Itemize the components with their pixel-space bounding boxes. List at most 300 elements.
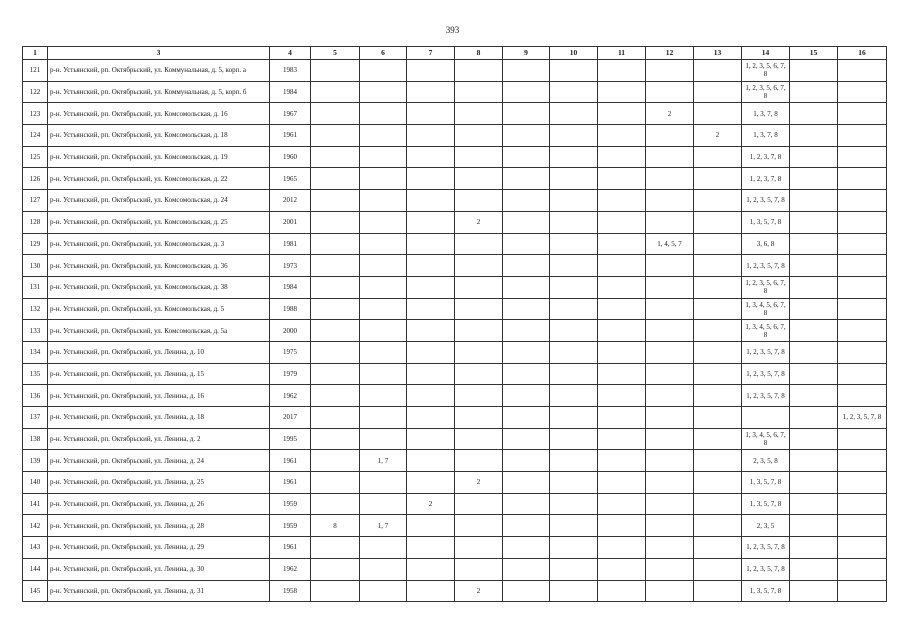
column-5-cell (311, 168, 360, 190)
year-cell: 1961 (270, 537, 311, 559)
column-13-cell (694, 515, 742, 537)
column-7-cell (407, 146, 455, 168)
column-6-cell (360, 385, 407, 407)
column-15-cell (790, 255, 838, 277)
column-13-cell (694, 168, 742, 190)
table-row (23, 233, 887, 255)
column-7-cell (407, 537, 455, 559)
table-row (23, 190, 887, 212)
column-9-cell (503, 255, 550, 277)
column-13-cell (694, 537, 742, 559)
column-12-cell (646, 428, 694, 450)
column-6-cell (360, 472, 407, 494)
column-12-cell (646, 450, 694, 472)
row-number-cell: 129 (23, 233, 48, 255)
column-13-cell (694, 320, 742, 342)
column-11-cell (598, 276, 646, 298)
column-8-cell (455, 81, 503, 103)
table-row (23, 472, 887, 494)
column-14-cell: 1, 2, 3, 5, 6, 7, 8 (742, 60, 790, 82)
column-11-cell (598, 580, 646, 602)
column-9-cell (503, 363, 550, 385)
column-13-cell (694, 472, 742, 494)
column-13-cell (694, 580, 742, 602)
column-10-cell (550, 125, 598, 147)
column-5-cell (311, 385, 360, 407)
row-number-cell: 130 (23, 255, 48, 277)
column-8-cell: 2 (455, 211, 503, 233)
column-7-cell (407, 60, 455, 82)
column-14-cell: 1, 2, 3, 5, 6, 7, 8 (742, 276, 790, 298)
address-cell: р-н. Устьянский, рп. Октябрьский, ул. Ленина, д. 31 (48, 580, 270, 602)
column-10-cell (550, 320, 598, 342)
column-5-cell (311, 81, 360, 103)
column-13-cell (694, 233, 742, 255)
table-row (23, 537, 887, 559)
address-cell: р-н. Устьянский, рп. Октябрьский, ул. Комсомольская, д. 22 (48, 168, 270, 190)
address-cell: р-н. Устьянский, рп. Октябрьский, ул. Комсомольская, д. 38 (48, 276, 270, 298)
row-number-cell: 134 (23, 341, 48, 363)
column-9-cell (503, 298, 550, 320)
column-12-cell: 1, 4, 5, 7 (646, 233, 694, 255)
column-5-cell (311, 472, 360, 494)
column-14-cell: 1, 2, 3, 5, 6, 7, 8 (742, 81, 790, 103)
column-9-cell (503, 450, 550, 472)
column-7-cell (407, 450, 455, 472)
column-8-cell (455, 298, 503, 320)
column-9-cell (503, 60, 550, 82)
column-5-cell (311, 146, 360, 168)
year-cell: 1960 (270, 146, 311, 168)
column-7-cell (407, 341, 455, 363)
column-5-cell (311, 407, 360, 429)
year-cell: 1961 (270, 450, 311, 472)
table-row (23, 363, 887, 385)
table-row (23, 428, 887, 450)
column-16-cell: 1, 2, 3, 5, 7, 8 (838, 407, 887, 429)
column-15-cell (790, 60, 838, 82)
column-11-cell (598, 190, 646, 212)
address-cell: р-н. Устьянский, рп. Октябрьский, ул. Ленина, д. 24 (48, 450, 270, 472)
column-8-cell: 2 (455, 472, 503, 494)
column-13-cell (694, 255, 742, 277)
year-cell: 1962 (270, 385, 311, 407)
column-6-cell: 1, 7 (360, 450, 407, 472)
column-header-6: 6 (360, 47, 407, 60)
column-12-cell (646, 515, 694, 537)
column-7-cell (407, 580, 455, 602)
column-16-cell (838, 385, 887, 407)
column-5-cell: 8 (311, 515, 360, 537)
column-8-cell (455, 320, 503, 342)
column-13-cell (694, 146, 742, 168)
column-8-cell (455, 125, 503, 147)
column-16-cell (838, 60, 887, 82)
address-cell: р-н. Устьянский, рп. Октябрьский, ул. Ленина, д. 30 (48, 558, 270, 580)
column-12-cell: 2 (646, 103, 694, 125)
column-9-cell (503, 320, 550, 342)
column-11-cell (598, 428, 646, 450)
column-15-cell (790, 515, 838, 537)
column-16-cell (838, 255, 887, 277)
row-number-cell: 124 (23, 125, 48, 147)
column-8-cell (455, 103, 503, 125)
table-row (23, 81, 887, 103)
row-number-cell: 142 (23, 515, 48, 537)
column-16-cell (838, 276, 887, 298)
column-11-cell (598, 81, 646, 103)
column-5-cell (311, 298, 360, 320)
row-number-cell: 139 (23, 450, 48, 472)
row-number-cell: 145 (23, 580, 48, 602)
year-cell: 1967 (270, 103, 311, 125)
column-15-cell (790, 385, 838, 407)
address-cell: р-н. Устьянский, рп. Октябрьский, ул. Ленина, д. 29 (48, 537, 270, 559)
column-9-cell (503, 125, 550, 147)
year-cell: 1988 (270, 298, 311, 320)
column-10-cell (550, 580, 598, 602)
column-7-cell (407, 125, 455, 147)
column-12-cell (646, 211, 694, 233)
column-11-cell (598, 168, 646, 190)
column-9-cell (503, 103, 550, 125)
column-7-cell (407, 472, 455, 494)
column-15-cell (790, 146, 838, 168)
column-14-cell: 1, 2, 3, 5, 7, 8 (742, 255, 790, 277)
row-number-cell: 143 (23, 537, 48, 559)
column-15-cell (790, 125, 838, 147)
column-15-cell (790, 211, 838, 233)
column-8-cell (455, 493, 503, 515)
column-12-cell (646, 341, 694, 363)
column-15-cell (790, 537, 838, 559)
column-9-cell (503, 233, 550, 255)
column-13-cell (694, 428, 742, 450)
year-cell: 1995 (270, 428, 311, 450)
column-16-cell (838, 211, 887, 233)
column-16-cell (838, 363, 887, 385)
column-10-cell (550, 146, 598, 168)
year-cell: 2012 (270, 190, 311, 212)
year-cell: 1983 (270, 60, 311, 82)
column-9-cell (503, 276, 550, 298)
column-16-cell (838, 298, 887, 320)
row-number-cell: 136 (23, 385, 48, 407)
column-14-cell: 1, 3, 5, 7, 8 (742, 211, 790, 233)
column-header-9: 9 (503, 47, 550, 60)
row-number-cell: 140 (23, 472, 48, 494)
column-10-cell (550, 168, 598, 190)
year-cell: 1981 (270, 233, 311, 255)
column-6-cell (360, 255, 407, 277)
column-10-cell (550, 428, 598, 450)
column-16-cell (838, 450, 887, 472)
column-16-cell (838, 320, 887, 342)
column-15-cell (790, 558, 838, 580)
column-10-cell (550, 276, 598, 298)
column-12-cell (646, 255, 694, 277)
column-15-cell (790, 428, 838, 450)
column-10-cell (550, 363, 598, 385)
column-7-cell (407, 428, 455, 450)
column-8-cell (455, 450, 503, 472)
column-6-cell (360, 558, 407, 580)
column-7-cell (407, 211, 455, 233)
column-9-cell (503, 515, 550, 537)
year-cell: 2001 (270, 211, 311, 233)
column-9-cell (503, 472, 550, 494)
column-14-cell: 1, 3, 5, 7, 8 (742, 472, 790, 494)
column-header-3: 3 (48, 47, 270, 60)
column-5-cell (311, 428, 360, 450)
address-cell: р-н. Устьянский, рп. Октябрьский, ул. Коммунальная, д. 5, корп. а (48, 60, 270, 82)
column-5-cell (311, 103, 360, 125)
column-6-cell (360, 211, 407, 233)
column-7-cell (407, 81, 455, 103)
table-row (23, 341, 887, 363)
column-9-cell (503, 428, 550, 450)
column-5-cell (311, 450, 360, 472)
table-row (23, 450, 887, 472)
column-11-cell (598, 211, 646, 233)
column-14-cell: 1, 2, 3, 5, 7, 8 (742, 558, 790, 580)
column-9-cell (503, 190, 550, 212)
column-11-cell (598, 146, 646, 168)
column-15-cell (790, 341, 838, 363)
column-16-cell (838, 537, 887, 559)
table-row (23, 407, 887, 429)
column-16-cell (838, 190, 887, 212)
column-12-cell (646, 580, 694, 602)
address-cell: р-н. Устьянский, рп. Октябрьский, ул. Ленина, д. 15 (48, 363, 270, 385)
column-14-cell: 1, 2, 3, 5, 7, 8 (742, 385, 790, 407)
address-cell: р-н. Устьянский, рп. Октябрьский, ул. Комсомольская, д. 19 (48, 146, 270, 168)
column-14-cell: 2, 3, 5 (742, 515, 790, 537)
column-12-cell (646, 81, 694, 103)
address-cell: р-н. Устьянский, рп. Октябрьский, ул. Коммунальная, д. 5, корп. б (48, 81, 270, 103)
column-15-cell (790, 81, 838, 103)
column-15-cell (790, 407, 838, 429)
row-number-cell: 144 (23, 558, 48, 580)
column-10-cell (550, 81, 598, 103)
column-15-cell (790, 190, 838, 212)
year-cell: 2000 (270, 320, 311, 342)
row-number-cell: 127 (23, 190, 48, 212)
column-9-cell (503, 81, 550, 103)
column-11-cell (598, 537, 646, 559)
column-8-cell (455, 60, 503, 82)
table-row (23, 385, 887, 407)
row-number-cell: 122 (23, 81, 48, 103)
column-11-cell (598, 385, 646, 407)
address-cell: р-н. Устьянский, рп. Октябрьский, ул. Ленина, д. 10 (48, 341, 270, 363)
column-8-cell (455, 428, 503, 450)
column-16-cell (838, 168, 887, 190)
column-15-cell (790, 493, 838, 515)
column-14-cell: 1, 3, 5, 7, 8 (742, 580, 790, 602)
table-row (23, 125, 887, 147)
column-12-cell (646, 168, 694, 190)
address-cell: р-н. Устьянский, рп. Октябрьский, ул. Комсомольская, д. 5а (48, 320, 270, 342)
column-10-cell (550, 298, 598, 320)
column-5-cell (311, 60, 360, 82)
column-6-cell (360, 60, 407, 82)
column-header-4: 4 (270, 47, 311, 60)
column-16-cell (838, 233, 887, 255)
year-cell: 1973 (270, 255, 311, 277)
column-13-cell: 2 (694, 125, 742, 147)
column-7-cell (407, 363, 455, 385)
address-cell: р-н. Устьянский, рп. Октябрьский, ул. Комсомольская, д. 25 (48, 211, 270, 233)
column-13-cell (694, 558, 742, 580)
column-15-cell (790, 298, 838, 320)
column-8-cell (455, 233, 503, 255)
column-12-cell (646, 493, 694, 515)
column-9-cell (503, 211, 550, 233)
column-12-cell (646, 363, 694, 385)
table-header (23, 47, 887, 60)
column-16-cell (838, 341, 887, 363)
column-9-cell (503, 385, 550, 407)
column-15-cell (790, 472, 838, 494)
column-10-cell (550, 472, 598, 494)
column-10-cell (550, 515, 598, 537)
table-row (23, 493, 887, 515)
column-5-cell (311, 537, 360, 559)
column-header-1: 1 (23, 47, 48, 60)
year-cell: 1961 (270, 125, 311, 147)
column-13-cell (694, 493, 742, 515)
table-row (23, 146, 887, 168)
row-number-cell: 135 (23, 363, 48, 385)
row-number-cell: 133 (23, 320, 48, 342)
column-10-cell (550, 493, 598, 515)
column-5-cell (311, 125, 360, 147)
column-7-cell (407, 168, 455, 190)
column-10-cell (550, 255, 598, 277)
column-7-cell (407, 255, 455, 277)
column-13-cell (694, 385, 742, 407)
table-row (23, 558, 887, 580)
column-7-cell (407, 407, 455, 429)
column-15-cell (790, 168, 838, 190)
year-cell: 1975 (270, 341, 311, 363)
column-9-cell (503, 407, 550, 429)
column-14-cell: 2, 3, 5, 8 (742, 450, 790, 472)
column-12-cell (646, 537, 694, 559)
row-number-cell: 132 (23, 298, 48, 320)
column-7-cell (407, 385, 455, 407)
column-14-cell: 1, 2, 3, 5, 7, 8 (742, 537, 790, 559)
column-13-cell (694, 450, 742, 472)
year-cell: 1984 (270, 276, 311, 298)
column-16-cell (838, 558, 887, 580)
column-15-cell (790, 580, 838, 602)
column-6-cell (360, 190, 407, 212)
column-16-cell (838, 493, 887, 515)
column-8-cell (455, 255, 503, 277)
column-header-8: 8 (455, 47, 503, 60)
column-7-cell (407, 515, 455, 537)
column-header-10: 10 (550, 47, 598, 60)
column-14-cell (742, 407, 790, 429)
column-15-cell (790, 363, 838, 385)
column-12-cell (646, 407, 694, 429)
column-7-cell (407, 276, 455, 298)
column-6-cell (360, 407, 407, 429)
column-14-cell: 1, 3, 7, 8 (742, 125, 790, 147)
column-7-cell (407, 320, 455, 342)
column-6-cell (360, 363, 407, 385)
column-6-cell (360, 428, 407, 450)
column-5-cell (311, 211, 360, 233)
column-6-cell (360, 103, 407, 125)
column-12-cell (646, 125, 694, 147)
column-5-cell (311, 233, 360, 255)
housing-register-table (22, 46, 887, 602)
column-header-11: 11 (598, 47, 646, 60)
column-6-cell (360, 298, 407, 320)
address-cell: р-н. Устьянский, рп. Октябрьский, ул. Комсомольская, д. 18 (48, 125, 270, 147)
column-6-cell (360, 580, 407, 602)
column-5-cell (311, 320, 360, 342)
table-row (23, 255, 887, 277)
year-cell: 1961 (270, 472, 311, 494)
page-number: 393 (445, 25, 460, 35)
column-12-cell (646, 558, 694, 580)
column-8-cell (455, 146, 503, 168)
table-row (23, 60, 887, 82)
column-5-cell (311, 341, 360, 363)
column-14-cell: 1, 2, 3, 5, 7, 8 (742, 341, 790, 363)
column-8-cell (455, 515, 503, 537)
address-cell: р-н. Устьянский, рп. Октябрьский, ул. Комсомольская, д. 16 (48, 103, 270, 125)
column-11-cell (598, 103, 646, 125)
column-14-cell: 1, 3, 4, 5, 6, 7, 8 (742, 320, 790, 342)
column-12-cell (646, 385, 694, 407)
column-8-cell (455, 168, 503, 190)
column-9-cell (503, 341, 550, 363)
column-11-cell (598, 407, 646, 429)
header-row (23, 47, 887, 60)
column-14-cell: 1, 2, 3, 5, 7, 8 (742, 190, 790, 212)
column-6-cell (360, 276, 407, 298)
column-10-cell (550, 407, 598, 429)
column-10-cell (550, 190, 598, 212)
address-cell: р-н. Устьянский, рп. Октябрьский, ул. Комсомольская, д. 24 (48, 190, 270, 212)
column-14-cell: 1, 3, 5, 7, 8 (742, 493, 790, 515)
column-header-5: 5 (311, 47, 360, 60)
column-16-cell (838, 472, 887, 494)
column-12-cell (646, 190, 694, 212)
column-9-cell (503, 558, 550, 580)
year-cell: 1965 (270, 168, 311, 190)
column-6-cell (360, 168, 407, 190)
column-7-cell (407, 558, 455, 580)
column-11-cell (598, 233, 646, 255)
column-6-cell (360, 320, 407, 342)
column-15-cell (790, 450, 838, 472)
column-8-cell (455, 407, 503, 429)
row-number-cell: 126 (23, 168, 48, 190)
column-8-cell (455, 190, 503, 212)
table-row (23, 580, 887, 602)
column-header-12: 12 (646, 47, 694, 60)
column-11-cell (598, 320, 646, 342)
row-number-cell: 137 (23, 407, 48, 429)
address-cell: р-н. Устьянский, рп. Октябрьский, ул. Ленина, д. 25 (48, 472, 270, 494)
table-row (23, 320, 887, 342)
